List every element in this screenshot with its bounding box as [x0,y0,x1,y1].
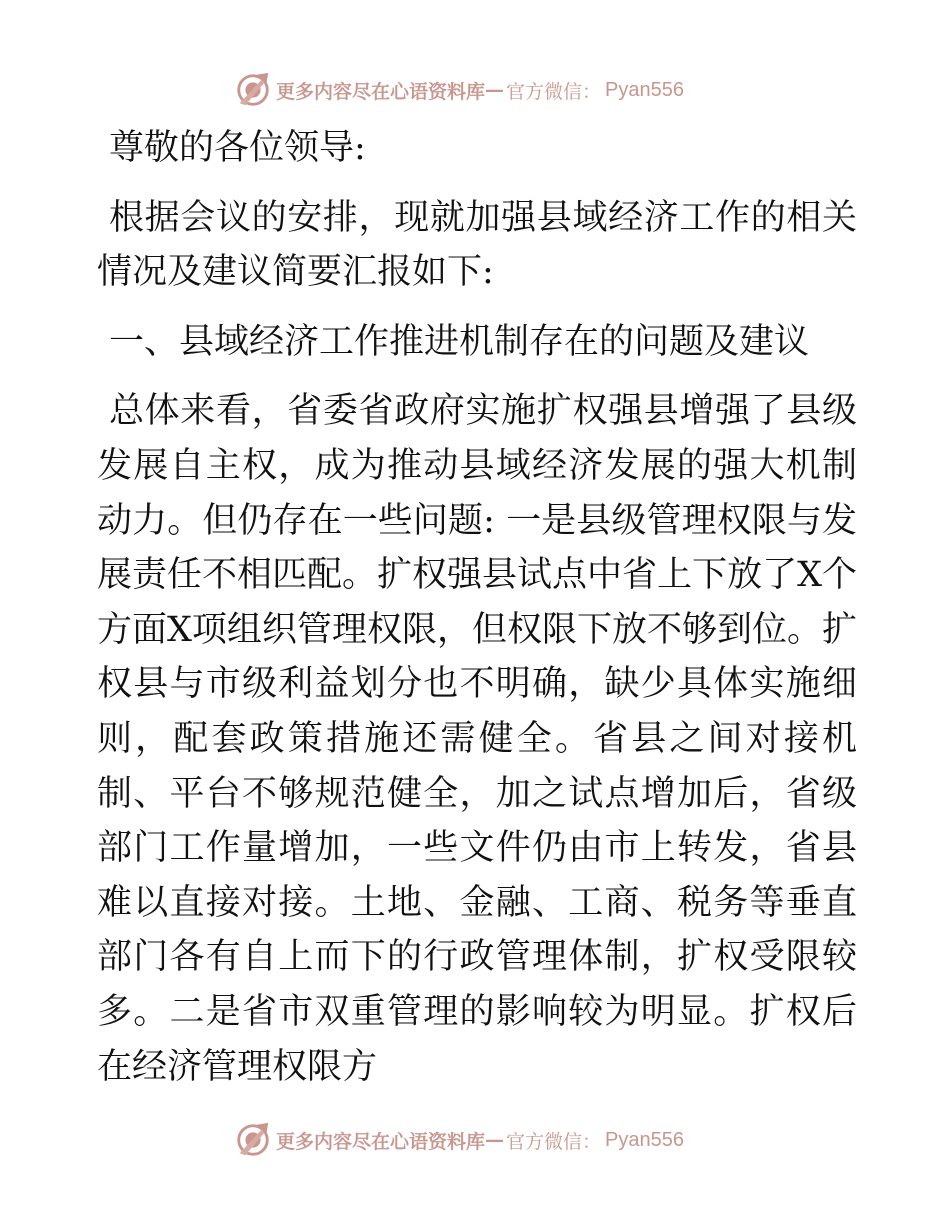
body-paragraph: 总体来看，省委省政府实施扩权强县增强了县级发展自主权，成为推动县域经济发展的强大机制动力。但仍存在一些问题: 一是县级管理权限与发展责任不相匹配。扩权强县试点中省上下放了X个方面X项组织管理权限，但权限下放不够到位。扩权县与市级利益划分也不明确，缺少具体实施细则，配套政策措施还需健全。省县之间对接机制、平台不够规范健全，加之试点增加后，省级部门工作量增加，一些文件仍由市上转发，省县难以直接对接。土地、金融、工商、税务等垂直部门各有自上而下的行政管理体制，扩权受限较多。二是省市双重管理的影响较为明显。扩权后在经济管理权限方 [97,391,857,1087]
watermark-dash: — [485,79,505,101]
salutation: 尊敬的各位领导: [109,128,366,168]
watermark-label: 官方微信： [506,80,602,103]
watermark-label: 官方微信： [506,1130,602,1153]
watermark-brand: 更多内容尽在心语资料库 [276,80,486,103]
brand-logo-icon [234,1121,272,1159]
brand-logo-icon [234,71,272,109]
document-body [97,121,857,1094]
intro-paragraph: 根据会议的安排，现就加强县域经济工作的相关情况及建议简要汇报如下: [97,197,857,293]
footer-watermark [234,1120,684,1160]
watermark-wechat-id: Pyan556 [605,1128,684,1151]
watermark-brand: 更多内容尽在心语资料库 [276,1130,486,1153]
watermark-dash: — [485,1129,505,1151]
section-heading: 一、县域经济工作推进机制存在的问题及建议 [109,321,810,362]
watermark-wechat-id: Pyan556 [605,78,684,101]
header-watermark [234,70,684,110]
